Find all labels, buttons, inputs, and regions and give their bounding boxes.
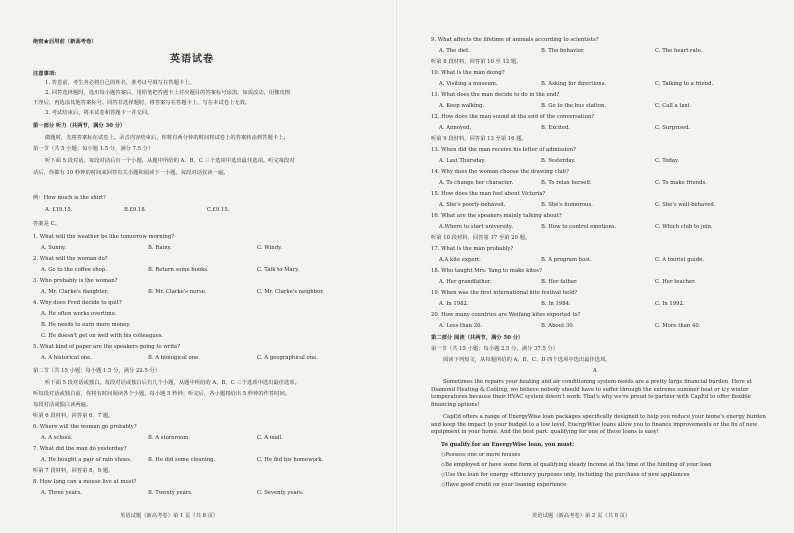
- q2-option-c: C. Talk to Mary.: [257, 267, 300, 273]
- example-question: 例：How much is the shirt?: [33, 195, 106, 201]
- q9-option-a: A. The diet.: [439, 48, 470, 54]
- qualify-item-3: ◇Use the loan for energy efficiency purposes only, including the purchase of new appliances: [441, 472, 690, 478]
- q4-option-a: A. He often works overtime.: [41, 311, 117, 317]
- qualify-heading: To qualify for an EnergyWise loan, you must:: [441, 442, 575, 448]
- question-7: 7. What did the man do yesterday?: [33, 446, 127, 452]
- passage-paragraph-1: Sometimes the repairs your heating and air conditioning system needs are a pretty large financial burden. Here at Diamond Heating & Cooling, we believe nobody should have to suffer through the extreme summer heat or icy winter temperatures because their HVAC system doesn't work. That's why we're proud to partner with CapEd to offer flexible financing options!: [431, 379, 752, 409]
- question-4: 4. Why does Fred decide to quit?: [33, 300, 122, 306]
- q15-option-c: C. She's well-behaved.: [655, 202, 716, 208]
- q20-option-c: C. More than 40.: [655, 323, 701, 329]
- section1-note-1: 听下面 5 段对话。每段对话后有一个小题，从题中所给的 A、B、C 三个选项中选出最佳选项。听完每段对: [45, 158, 295, 164]
- q15-option-a: A. She's poorly-behaved.: [439, 202, 506, 208]
- q7-option-c: C. He did his homework.: [257, 457, 324, 463]
- q2-option-a: A. Go to the coffee shop.: [41, 267, 107, 273]
- q13-option-b: B. Yesterday.: [541, 158, 576, 164]
- question-10: 10. What is the man doing?: [431, 70, 505, 76]
- q3-option-b: B. Mr. Clarke's nurse.: [148, 289, 207, 295]
- secret-label: 绝密★启用前（新高考卷）: [33, 39, 97, 45]
- qualify-item-4: ◇Have good credit on your loaning experience: [441, 482, 567, 488]
- q17-option-c: C. A tourist guide.: [655, 257, 704, 263]
- question-14: 14. Why does the woman choose the drawing club?: [431, 169, 569, 175]
- page-2: [397, 0, 794, 533]
- question-2: 2. What will the woman do?: [33, 256, 108, 262]
- q14-option-c: C. To make friends.: [655, 180, 707, 186]
- q6-option-b: B. A storeroom.: [148, 435, 191, 441]
- q11-option-c: C. Call a taxi.: [655, 103, 692, 109]
- passage-7-label: 听第 7 段材料，回答第 8、9 题。: [33, 468, 114, 474]
- page-footer: 英语试题（新高考卷）第 1 页（共 8 页）: [120, 513, 219, 519]
- q18-option-b: B. Her father.: [541, 279, 578, 285]
- q10-option-b: B. Asking for directions.: [541, 81, 607, 87]
- passage-10-label: 听第 10 段材料，回答第 17 至第 20 题。: [431, 235, 531, 241]
- q13-option-c: C. Today.: [655, 158, 680, 164]
- qualify-item-2: ◇Be employed or have some form of qualifying steady income at the time of the funding of your loan: [441, 462, 712, 468]
- q8-option-c: C. Seventy years.: [257, 490, 304, 496]
- question-15: 15. How does the man feel about Victoria?: [431, 191, 546, 197]
- question-19: 19. When was the first international kite festival held?: [431, 290, 578, 296]
- question-3: 3. Who probably is the woman?: [33, 278, 118, 284]
- q18-option-c: C. Her teacher.: [655, 279, 696, 285]
- note-2-cont: 干净后，再选涂其他答案标号。回答非选择题时，将答案写在答题卡上，写在本试卷上无效。: [33, 100, 251, 106]
- page-title: 英语试卷: [170, 54, 214, 65]
- q9-option-c: C. The heart rate.: [655, 48, 703, 54]
- q3-option-c: C. Mr. Clarke's neighbor.: [257, 289, 324, 295]
- q5-option-b: B. A biological one.: [148, 355, 200, 361]
- q20-option-b: B. About 30.: [541, 323, 575, 329]
- q7-option-a: A. He bought a pair of rain shoes.: [41, 457, 132, 463]
- q10-option-c: C. Talking to a friend.: [655, 81, 714, 87]
- section2-heading: 第二节（共 15 小题；每小题 1.5 分，满分 22.5 分）: [33, 368, 161, 374]
- example-option-b: B.£9.18.: [124, 207, 147, 213]
- section2-note-1: 听下面 5 段对话或独白。每段对话或独白后有几个小题，从题中所给的 A、B、C 三个选项中选出最佳选项。: [45, 380, 300, 386]
- q5-option-c: C. A geographical one.: [257, 355, 318, 361]
- q20-option-a: A. Less than 20.: [439, 323, 483, 329]
- question-18: 18. Who taught Mrs. Yang to make kites?: [431, 268, 542, 274]
- part2-section1: 第一节（共 15 小题；每小题 2.5 分，满分 37.5 分）: [431, 346, 559, 352]
- passage-6-label: 听第 6 段材料，回答第 6、7 题。: [33, 413, 114, 419]
- q19-option-c: C. In 1992.: [655, 301, 685, 307]
- q16-option-b: B. How to control emotions.: [541, 224, 617, 230]
- q16-option-a: A.Where to start university.: [439, 224, 513, 230]
- q16-option-c: C. Which club to join.: [655, 224, 713, 230]
- q6-option-a: A. A school.: [41, 435, 73, 441]
- section2-note-3: 每段对话或独白读两遍。: [33, 402, 92, 408]
- example-option-c: C.£9.15.: [207, 207, 230, 213]
- question-1: 1. What will the weather be like tomorrow morning?: [33, 234, 175, 240]
- q12-option-b: B. Excited.: [541, 125, 571, 131]
- section1-note-2: 话后，你都有 10 秒钟的时间来回答有关小题和阅读下一小题。每段对话仅读一遍。: [33, 170, 229, 176]
- q2-option-b: B. Return some books.: [148, 267, 209, 273]
- question-6: 6. Where will the woman go probably?: [33, 424, 137, 430]
- q7-option-b: B. He did some cleaning.: [148, 457, 216, 463]
- passage-letter: A: [593, 368, 597, 374]
- question-8: 8. How long can a mouse live at most?: [33, 479, 137, 485]
- question-13: 13. When did the man receive his letter of admission?: [431, 147, 576, 153]
- q19-option-a: A. In 1982.: [439, 301, 469, 307]
- q3-option-a: A. Mr. Clarke's daughter.: [41, 289, 109, 295]
- example-option-a: A. £19.15.: [45, 207, 73, 213]
- q5-option-a: A. A historical one.: [41, 355, 92, 361]
- q6-option-c: C. A mall.: [257, 435, 283, 441]
- q19-option-b: B. In 1984.: [541, 301, 571, 307]
- note-3: 3. 考试结束后，将本试卷和答题卡一并交回。: [45, 110, 153, 116]
- q17-option-b: B. A program host.: [541, 257, 592, 263]
- q18-option-a: A. Her grandfather.: [439, 279, 492, 285]
- q11-option-b: B. Go to the bus station.: [541, 103, 607, 109]
- question-17: 17. What is the man probably?: [431, 246, 514, 252]
- note-1: 1. 答卷前，考生务必将自己的姓名、准考证号填写在答题卡上。: [45, 80, 195, 86]
- question-20: 20. How many countries are Weifang kites exported to?: [431, 312, 581, 318]
- part2-heading: 第二部分 阅读（共两节，满分 50 分）: [431, 335, 524, 341]
- q4-option-b: B. He needs to earn more money.: [41, 322, 131, 328]
- page-footer: 英语试题（新高考卷）第 2 页（共 8 页）: [532, 513, 631, 519]
- q1-option-a: A. Sunny.: [41, 245, 67, 251]
- q1-option-b: B. Rainy.: [148, 245, 172, 251]
- question-16: 16. What are the speakers mainly talking about?: [431, 213, 562, 219]
- section2-note-2: 听每段对话或独白前，你将有时间阅读各个小题，每小题 5 秒钟；听完后，各小题将给出 5 秒钟的作答时间。: [33, 391, 291, 397]
- q1-option-c: C. Windy.: [257, 245, 283, 251]
- passage-9-label: 听第 9 段材料，回答第 13 至第 16 题。: [431, 136, 527, 142]
- q8-option-b: B. Twenty years.: [148, 490, 193, 496]
- note-2: 2. 回答选择题时，选出每小题答案后，用铅笔把答题卡上对应题目的答案标号涂黑。如需改动，用橡皮擦: [45, 90, 291, 96]
- q11-option-a: A. Keep walking.: [439, 103, 485, 109]
- q14-option-a: A. To change her character.: [439, 180, 514, 186]
- q17-option-a: A.A kite expert.: [439, 257, 481, 263]
- example-answer: 答案是 C。: [33, 221, 60, 227]
- q15-option-b: B. She's humorous.: [541, 202, 593, 208]
- q14-option-b: B. To relax herself.: [541, 180, 592, 186]
- q12-option-a: A. Annoyed.: [439, 125, 472, 131]
- q10-option-a: A. Visiting a museum.: [439, 81, 498, 87]
- q4-option-c: C. He doesn't get on well with his colleagues.: [41, 333, 164, 339]
- question-12: 12. How does the man sound at the end of the conversation?: [431, 114, 595, 120]
- part1-heading: 第一部分 听力（共两节，满分 30 分）: [33, 123, 126, 129]
- passage-paragraph-2: CapEd offers a range of EnergyWise loan packages specifically designed to help you reduce your home's energy burden and keep the impact to your budget to a low level. EnergyWise loans allow you to finance improvements or the fix of new equipment in your home. And the best part: qualifying for one of these loans is easy!: [431, 414, 766, 436]
- section1-heading: 第一节（共 5 小题；每小题 1.5 分，满分 7.5 分）: [33, 146, 154, 152]
- question-5: 5. What kind of paper are the speakers going to write?: [33, 344, 181, 350]
- passage-8-label: 听第 8 段材料，回答第 10 至 12 题。: [431, 59, 522, 65]
- question-9: 9. What affects the lifetime of animals according to scientists?: [431, 37, 599, 43]
- q12-option-c: C. Surprised.: [655, 125, 691, 131]
- question-11: 11. What does the man decide to do in the end?: [431, 92, 560, 98]
- part1-note-1: 做题时，先将答案标在试卷上。录音内容结束后，你将有两分钟的时间将试卷上的答案转涂到答题卡上。: [45, 135, 289, 141]
- q13-option-a: A. Last Thursday.: [439, 158, 486, 164]
- notes-title: 注意事项:: [33, 71, 57, 77]
- q8-option-a: A. Three years.: [41, 490, 82, 496]
- q9-option-b: B. The behavior.: [541, 48, 585, 54]
- part2-instruction: 阅读下列短文，从每题所给的 A、B、C、D 四个选项中选出最佳选项。: [443, 357, 611, 363]
- qualify-item-1: ◇Possess one or more houses: [441, 452, 521, 458]
